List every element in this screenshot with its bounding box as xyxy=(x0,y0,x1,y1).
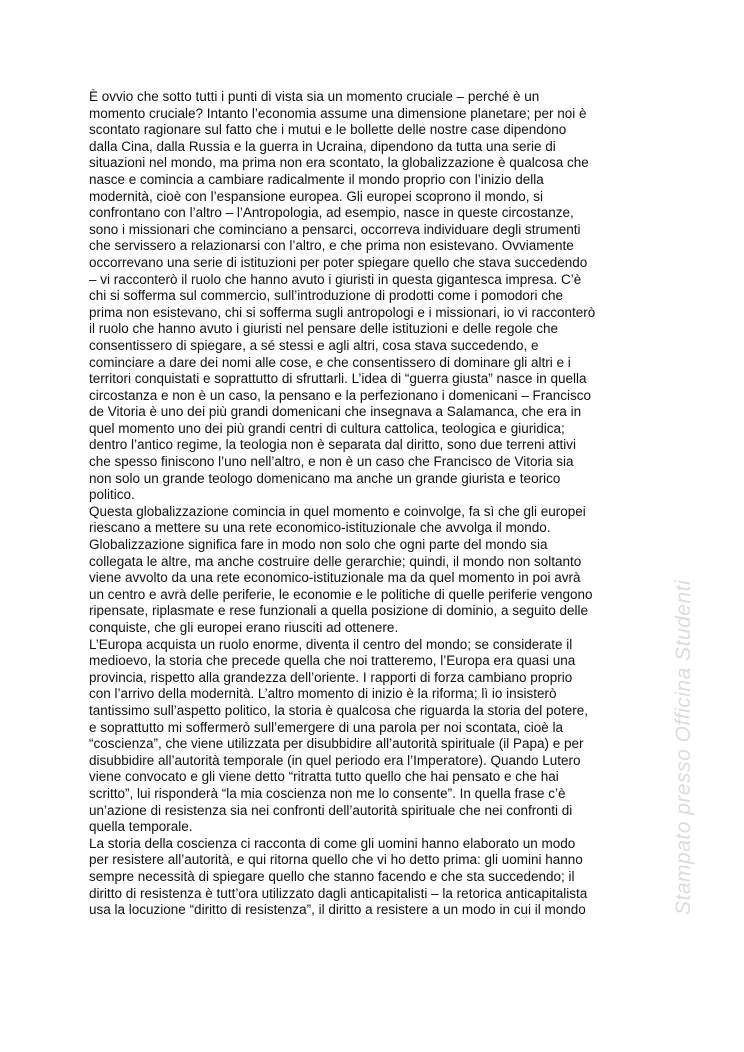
text-line: dentro l’antico regime, la teologia non è separata dal diritto, sono due terreni attivi xyxy=(89,437,577,453)
text-line: un centro e avrà delle periferie, le economie e le politiche di quelle periferie vengono xyxy=(89,586,593,602)
text-line: diritto di resistenza è tutt’ora utilizzato dagli anticapitalisti – la retorica anticapitalista xyxy=(89,885,588,901)
text-line: occorrevano una serie di istituzioni per poter spiegare quello che stava succedendo xyxy=(89,254,588,270)
text-line: che servissero a relazionarsi con l’altro, e che prima non esistevano. Ovviamente xyxy=(89,238,574,254)
text-line: consentissero di spiegare, a sé stessi e agli altri, cosa stava succedendo, e xyxy=(89,337,539,353)
watermark: Stampato presso Officina Studenti xyxy=(672,579,695,915)
text-line: chi si sofferma sul commercio, sull’introduzione di prodotti come i pomodori che xyxy=(89,288,563,304)
text-line: tantissimo sull’aspetto politico, la storia è qualcosa che riguarda la storia del potere, xyxy=(89,702,589,718)
text-line: È ovvio che sotto tutti i punti di vista sia un momento cruciale – perché è un xyxy=(89,89,540,104)
text-line: circostanza e non è un caso, la pensano e la perfezionano i domenicani – Francisco xyxy=(89,387,592,403)
text-line: riescano a mettere su una rete economico-istituzionale che avvolga il mondo. xyxy=(89,520,551,536)
text-line: non solo un grande teologo domenicano ma anche un grande giurista e teorico xyxy=(89,470,561,486)
text-line: confrontano con l’altro – l’Antropologia, ad esempio, nasce in queste circostanze, xyxy=(89,205,574,221)
text-line: situazioni nel mondo, ma prima non era scontato, la globalizzazione è qualcosa che xyxy=(89,155,589,171)
page-body xyxy=(89,89,657,919)
text-line: Questa globalizzazione comincia in quel momento e coinvolge, fa sì che gli europei xyxy=(89,503,586,519)
text-line: modernità, cioè con l’espansione europea. Gli europei scoprono il mondo, si xyxy=(89,188,544,204)
text-line: disubbidire all’autorità temporale (in quel periodo era l’Imperatore). Quando Lutero xyxy=(89,752,581,768)
text-line: collegata le altre, ma anche costruire delle gerarchie; quindi, il mondo non soltanto xyxy=(89,553,582,569)
text-line: momento cruciale? Intanto l’economia assume una dimensione planetare; per noi è xyxy=(89,105,587,121)
text-line: il ruolo che hanno avuto i giuristi nel pensare delle istituzioni e delle regole che xyxy=(89,321,559,337)
text-line: Globalizzazione significa fare in modo non solo che ogni parte del mondo sia xyxy=(89,537,548,553)
text-line: de Vitoria è uno dei più grandi domenicani che insegnava a Salamanca, che era in xyxy=(89,404,582,420)
text-line: cominciare a dare dei nomi alle cose, e che consentissero di dominare gli altri e i xyxy=(89,354,571,370)
text-line: La storia della coscienza ci racconta di come gli uomini hanno elaborato un modo xyxy=(89,835,576,851)
text-line: viene avvolto da una rete economico-istituzionale ma da quel momento in poi avrà xyxy=(89,570,581,586)
text-line: quel momento uno dei più grandi centri di cultura cattolica, teologica e giuridica; xyxy=(89,420,565,436)
text-line: e soprattutto mi soffermerò sull’emergere di una parola per noi scontata, cioè la xyxy=(89,719,564,735)
text-line: usa la locuzione “diritto di resistenza”, il diritto a resistere a un modo in cui il mondo xyxy=(89,902,586,918)
text-line: sempre necessità di spiegare quello che stanno facendo e che sta succedendo; il xyxy=(89,868,575,884)
text-line: medioevo, la storia che precede quella che noi tratteremo, l’Europa era quasi una xyxy=(89,653,576,669)
text-line: sono i missionari che cominciano a pensarci, occorreva individuare degli strumenti xyxy=(89,221,581,237)
text-line: per resistere all’autorità, e qui ritorna quello che vi ho detto prima: gli uomini hanno xyxy=(89,852,583,868)
text-line: dalla Cina, dalla Russia e la guerra in Ucraina, dipendono da tutta una serie di xyxy=(89,138,556,154)
text-line: un’azione di resistenza sia nei confronti dell’autorità spirituale che nei confronti di xyxy=(89,802,573,818)
text-line: con l’arrivo della modernità. L’altro momento di inizio è la riforma; lì io insisterò xyxy=(89,686,557,702)
text-line: “coscienza”, che viene utilizzata per disubbidire all’autorità spirituale (il Papa) e per xyxy=(89,736,584,752)
text-line: prima non esistevano, chi si sofferma sugli antropologi e i missionari, io vi racconterò xyxy=(89,304,596,320)
text-line: scritto”, lui risponderà “la mia coscienza non me lo consente”. In quella frase c’è xyxy=(89,785,566,801)
text-line: provincia, rispetto alla grandezza dell’oriente. I rapporti di forza cambiano proprio xyxy=(89,669,573,685)
text-line: conquiste, che gli europei erano riusciti ad ottenere. xyxy=(89,620,399,635)
text-line: L’Europa acquista un ruolo enorme, diventa il centro del mondo; se considerate il xyxy=(89,636,573,652)
text-line: che spesso finiscono l’uno nell’altro, e non è un caso che Francisco de Vitoria sia xyxy=(89,454,574,470)
text-line: politico. xyxy=(89,487,135,503)
text-line: nasce e comincia a cambiare radicalmente il mondo proprio con l’inizio della xyxy=(89,171,544,187)
text-line: territori conquistati e soprattutto di sfruttarli. L’idea di “guerra giusta” nasce in quella xyxy=(89,371,587,387)
text-line: quella temporale. xyxy=(89,819,193,835)
text-line: viene convocato e gli viene detto “ritratta tutto quello che hai pensato e che hai xyxy=(89,769,559,785)
text-line: ripensate, riplasmate e rese funzionali a quella posizione di dominio, a seguito delle xyxy=(89,603,589,619)
text-line: – vi racconterò il ruolo che hanno avuto i giuristi in questa gigantesca impresa. C’è xyxy=(89,271,582,287)
text-line: scontato ragionare sul fatto che i mutui e le bollette delle nostre case dipendono xyxy=(89,122,567,138)
